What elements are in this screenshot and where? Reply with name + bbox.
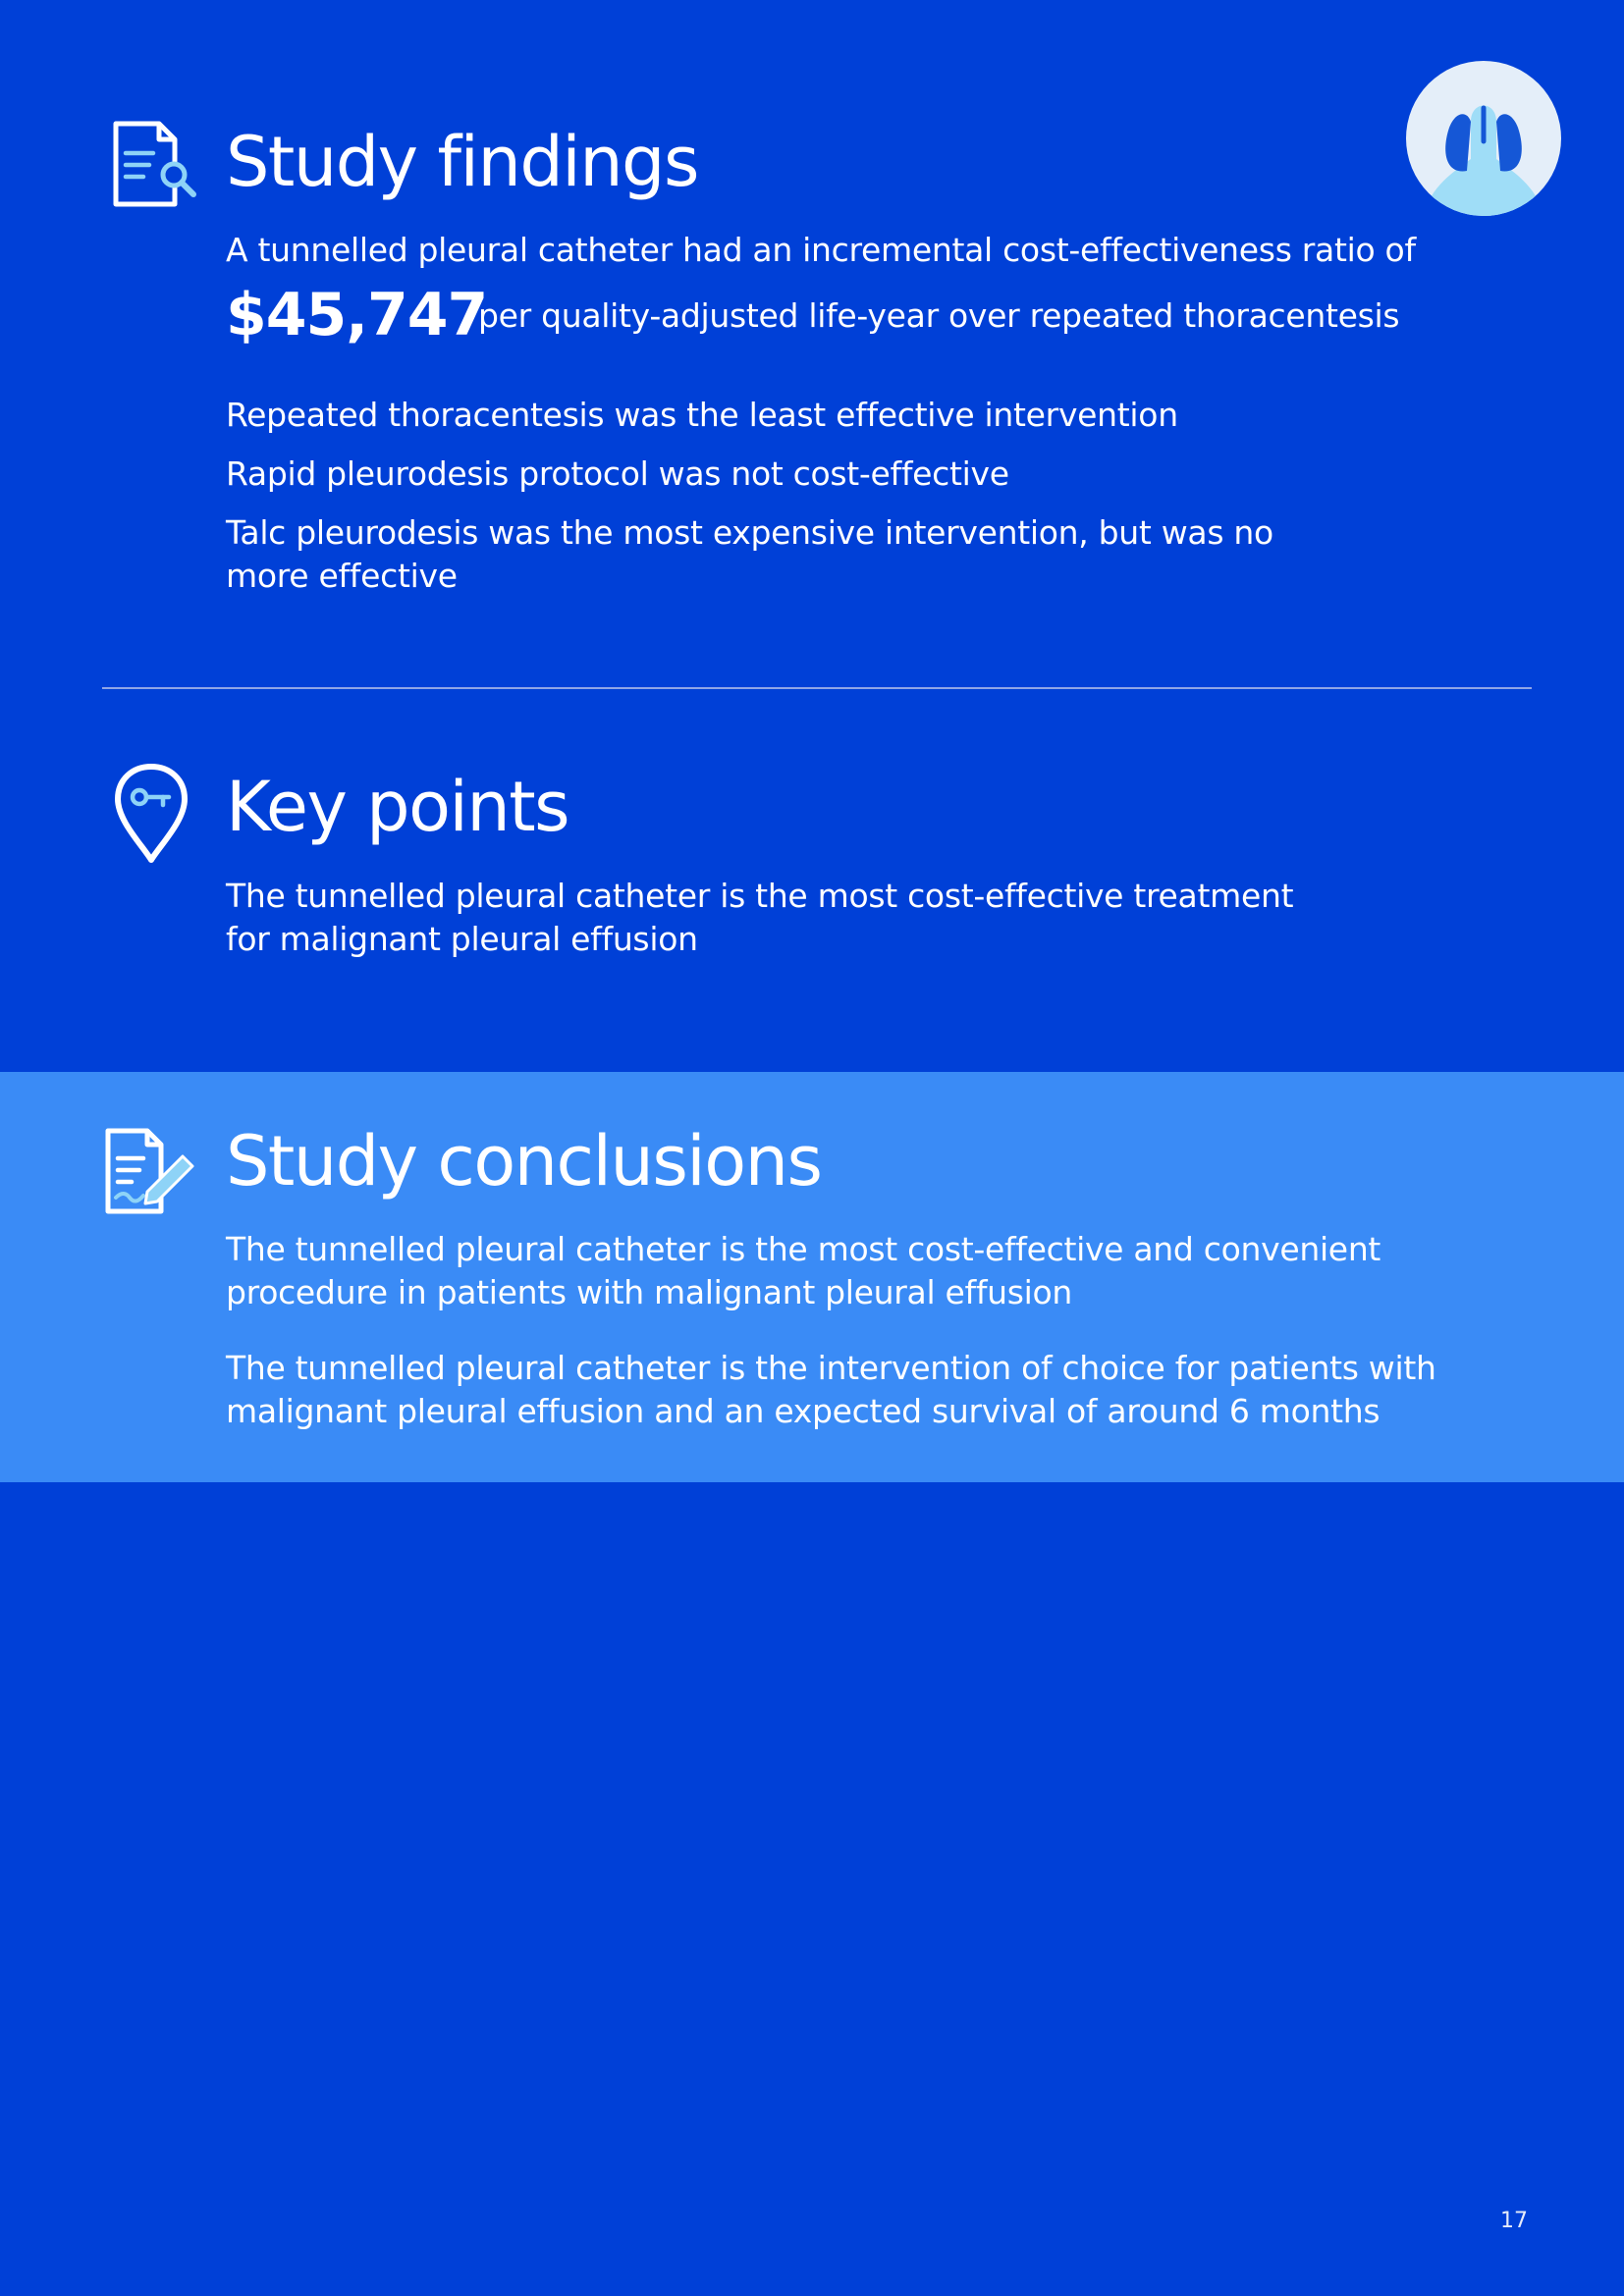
key-location-pin-icon <box>112 762 190 866</box>
conclusion-paragraph: The tunnelled pleural catheter is the intervention of choice for patients with malignant pleural effusion and an expected survival of around 6 months <box>226 1349 1436 1430</box>
page-number: 17 <box>1500 2209 1528 2233</box>
finding-item: Repeated thoracentesis was the least effective intervention <box>226 396 1178 434</box>
findings-intro: A tunnelled pleural catheter had an incremental cost-effectiveness ratio of <box>226 231 1416 269</box>
finding-item: Rapid pleurodesis protocol was not cost-effective <box>226 454 1009 493</box>
section-divider <box>102 687 1532 689</box>
findings-title: Study findings <box>226 122 698 202</box>
lungs-icon <box>1406 61 1561 216</box>
document-search-icon <box>110 120 200 210</box>
conclusions-title: Study conclusions <box>226 1121 822 1201</box>
stat-description: per quality-adjusted life-year over repeated thoracentesis <box>478 296 1400 335</box>
stat-value: $45,747 <box>226 281 488 349</box>
key-point-text: The tunnelled pleural catheter is the most cost-effective treatment for malignant pleural effusion <box>226 877 1294 958</box>
key-points-title: Key points <box>226 767 569 847</box>
cost-effectiveness-stat <box>226 281 1453 349</box>
conclusion-paragraph: The tunnelled pleural catheter is the most cost-effective and convenient procedure in patients with malignant pleural effusion <box>226 1230 1381 1311</box>
document-edit-icon <box>102 1127 196 1217</box>
finding-item: Talc pleurodesis was the most expensive intervention, but was no more effective <box>226 513 1273 595</box>
